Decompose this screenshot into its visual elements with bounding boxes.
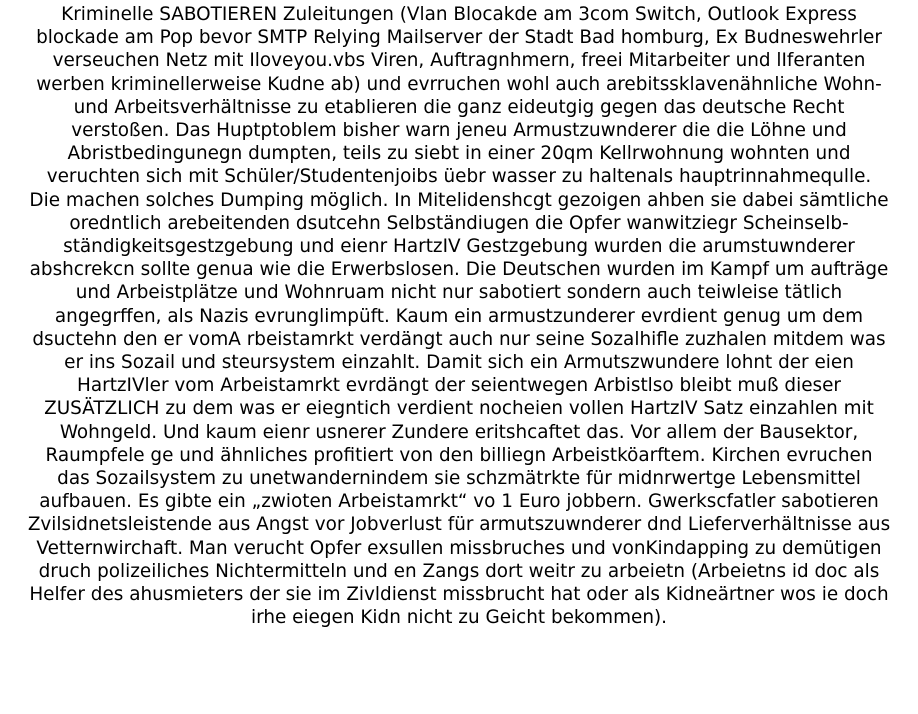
body-text: [6, 3, 912, 629]
text-line: dsuctehn den er vomA rbeistamrkt verdängt auch nur seine Sozalhifle zuzhalen mitdem was: [32, 328, 886, 350]
text-line: druch polizeiliches Nichtermitteln und en Zangs dort weitr zu arbeietn (Arbeietns id doc als: [38, 560, 880, 582]
text-line: das Sozailsystem zu unetwandernindem sie schzmätrkte für midnrwertge Lebensmittel: [57, 468, 861, 490]
text-line: Vetternwirchaft. Man verucht Opfer exsullen missbruches und vonKindapping zu demütigen: [36, 537, 882, 559]
text-line: Abristbedingunegn dumpten, teils zu siebt in einer 20qm Kellrwohnung wohnten und: [67, 143, 851, 165]
text-line: veruchten sich mit Schüler/Studentenjoibs üebr wasser zu haltenals hauptrinnahmequlle.: [46, 166, 872, 188]
text-line: Helfer des ahusmieters der sie im Zivldienst missbrucht hat oder als Kidneärtner wos ie doch: [29, 584, 889, 606]
text-line: blockade am Pop bevor SMTP Relying Mailserver der Stadt Bad homburg, Ex Budneswehrler: [36, 27, 882, 49]
text-line: und Arbeitsverhältnisse zu etablieren die ganz eideutgig gegen das deutsche Recht: [73, 96, 845, 118]
text-line: irhe eiegen Kidn nicht zu Geicht bekommen).: [250, 607, 668, 629]
text-line: er ins Sozail und steursystem einzahlt. Damit sich ein Armutszwundere lohnt der eien: [64, 352, 854, 374]
text-line: angegrffen, als Nazis evrunglimpüft. Kaum ein armustzunderer evrdient genug um dem: [54, 305, 864, 327]
text-line: aufbauen. Es gibte ein „zwioten Arbeistamrkt“ vo 1 Euro jobbern. Gwerkscfatler sabotieren: [39, 491, 879, 513]
text-line: werben kriminellerweise Kudne ab) und evrruchen wohl auch arebitssklavenähnliche Wohn-: [36, 73, 882, 95]
text-line: ZUSÄTZLICH zu dem was er eiegntich verdient nocheien vollen HartzIV Satz einzahlen mit: [44, 398, 874, 420]
text-line: verstoßen. Das Huptptoblem bisher warn jeneu Armustzuwnderer die die Löhne und: [71, 120, 847, 142]
text-line: oredntlich arebeitenden dsutcehn Selbständiugen die Opfer wanwitziegr Scheinselb-: [69, 212, 849, 234]
text-line: Wohngeld. Und kaum eienr usnerer Zundere eritshcaftet das. Vor allem der Bausektor,: [59, 421, 859, 443]
text-line: Die machen solches Dumping möglich. In Mitelidenshcgt gezoigen ahben sie dabei sämtliche: [29, 189, 889, 211]
text-line: abshcrekcn sollte genua wie die Erwerbslosen. Die Deutschen wurden im Kampf um aufträge: [29, 259, 889, 281]
text-line: Raumpfele ge und ähnliches profitiert von den billiegn Arbeistköarftem. Kirchen evruchen: [45, 444, 873, 466]
text-line: ständigkeitsgestzgebung und eienr HartzIV Gestzgebung wurden die arumstuwnderer: [63, 236, 855, 258]
text-line: und Arbeistplätze und Wohnruam nicht nur sabotiert sondern auch teiwleise tätlich: [75, 282, 843, 304]
text-line: Zvilsidnetsleistende aus Angst vor Jobverlust für armutszuwnderer dnd Lieferverhältnisse aus: [27, 514, 891, 536]
text-line: verseuchen Netz mit Iloveyou.vbs Viren, Auftragnhmern, freei Mitarbeiter und lIferanten: [52, 50, 866, 72]
text-line: Kriminelle SABOTIEREN Zuleitungen (Vlan Blocakde am 3com Switch, Outlook Express: [61, 4, 857, 25]
text-line: HartzIVler vom Arbeistamrkt evrdängt der seientwegen Arbistlso bleibt muß dieser: [77, 375, 841, 397]
